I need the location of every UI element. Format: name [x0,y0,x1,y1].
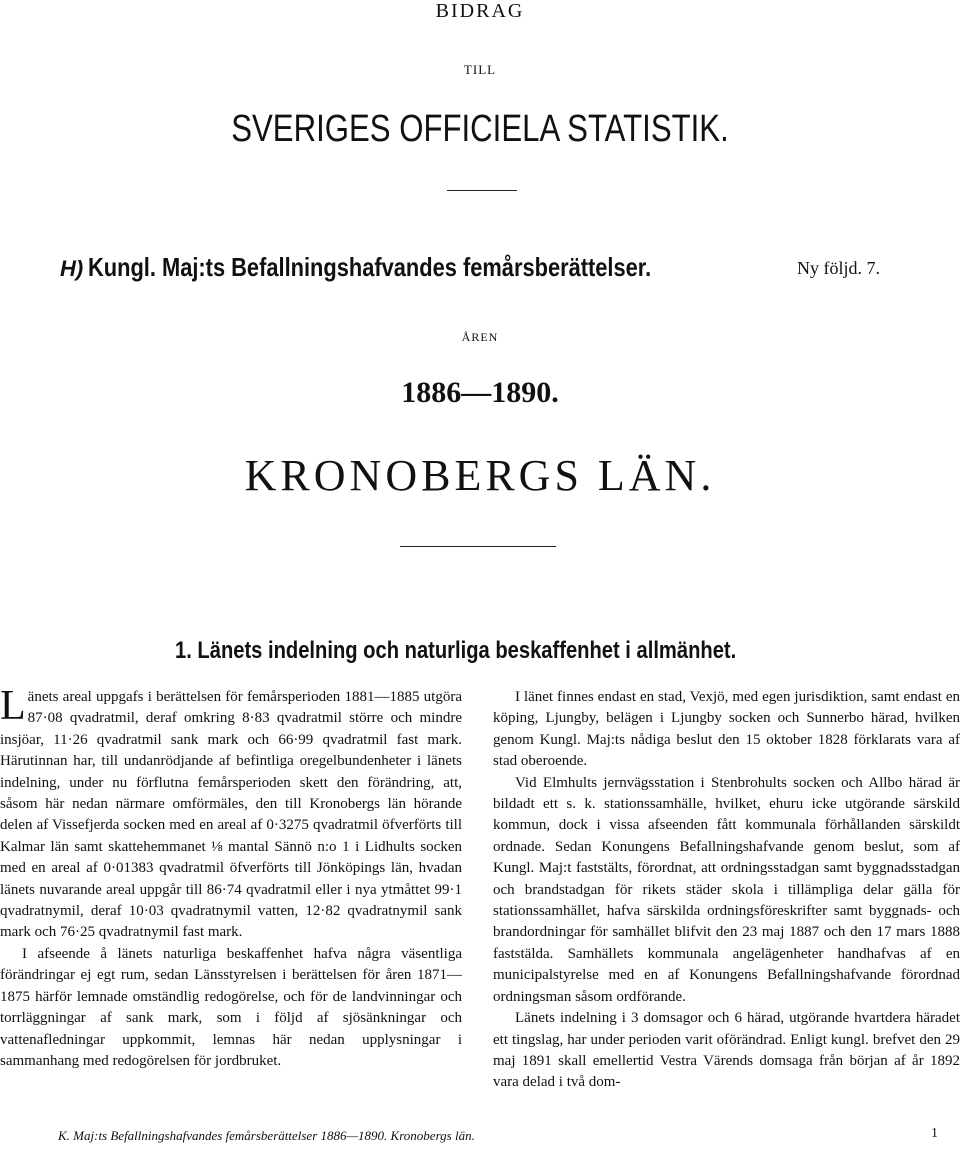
paragraph: Vid Elmhults jernvägsstation i Stenbrohults socken och Allbo härad är bildadt ett s. k. stationssamhälle, hvilket, ehuru icke utgörande särskild kommun, dock i vissa afseenden fått kommunala förhållanden särskildt ordnade. Sedan Konungens Befallningshafvande genom beslut, som af Kungl. Maj:t faststälts, förordnat, att ordningsstadgan samt byggnadsstadgan och brandstadgan för rikets städer skola i tillämpliga delar gälla för stationssamhället, hafva särskilda ordningsföreskrifter samt byggnads- och brandordningar för samhället blifvit den 23 maj 1887 och den 17 mars 1888 faststälda. Samhällets kommunala angelägenheter handhafvas af en municipalstyrelse med en af Konungens Befallningshafvande förordnad ordningsman såsom ordförande. [493,774,960,1005]
page-number: 1 [931,1126,938,1141]
section-heading: 1. Länets indelning och naturliga beskaffenhet i allmänhet. [175,637,737,664]
left-column [0,683,462,1072]
header-till: TILL [463,62,497,77]
footer-text: K. Maj:ts Befallningshafvandes femårsberättelser 1886—1890. Kronobergs län. [58,1128,475,1143]
paragraph: I länet finnes endast en stad, Vexjö, med egen jurisdiktion, samt endast en köping, Ljungby, belägen i Ljungby socken och Sunnerbo härad, hvilken genom Kungl. Maj:ts nådiga beslut den 15 oktober 1828 förklarats vara af stad oberoende. [493,689,960,770]
series-number: Ny följd. 7. [797,258,880,278]
paragraph: I afseende å länets naturliga beskaffenhet hafva några väsentliga förändringar ej egt rum, sedan Länsstyrelsen i berättelsen för åren 1871—1875 härför lemnade omständlig redogörelse, och för de landvinningar och torrläggningar af sank mark, som i följd af sjösänkningar och vattenafledningar uppkommit, lemnas här nedan upplysningar i sammanhang med redogörelsen för jordbruket. [0,945,462,1069]
report-subtitle [60,252,930,283]
right-column [493,687,960,1094]
report-title: Kungl. Maj:ts Befallningshafvandes femårsberättelser. [87,252,651,282]
header-bidrag: BIDRAG [435,0,525,22]
divider-rule [400,546,556,547]
series-title: SVERIGES OFFICIELA STATISTIK. [231,108,729,150]
paragraph: Länets indelning i 3 domsagor och 6 härad, utgörande hvartdera häradet ett tingslag, har under perioden varit oförändrad. Enligt kungl. brefvet den 29 maj 1891 skall emellertid Vestra Värends domsaga från början af år 1892 vara delad i två dom- [493,1010,960,1091]
paragraph-text: änets areal uppgafs i berättelsen för femårsperioden 1881—1885 utgöra 87·08 qvadratmil, deraf omkring 8·83 qvadratmil större och mindre insjöar, 11·26 qvadratmil sank mark och 66·99 qvadratmil fast mark. Härutinnan har, till undanrödjande af befintliga oregelbundenheter i länets indelning, under nu förflutna femårsperioden skett den förändring, att, såsom här nedan närmare omförmäles, den till Kronobergs län hörande delen af Vissefjerda socken med en areal af 0·3275 qvadratmil öfverförts till Kalmar län samt skattehemmanet ⅛ mantal Sännö n:o 1 i Lidhults socken med en areal af 0·01383 qvadratmil öfverförts till Jönköpings län, hvadan länets nuvarande areal uppgår till 86·74 qvadratmil eller i nya ytmåttet 99·1 qvadratnymil, deraf 10·03 qvadratnymil vatten, 12·82 qvadratnymil sank mark och 76·25 qvadratnymil fast mark. [0,689,462,941]
divider-rule [447,190,517,191]
years-range: 1886—1890. [401,376,559,409]
series-letter: H) [60,256,84,281]
drop-cap: L [0,683,26,729]
page-footer [58,1128,938,1144]
years-label: ÅREN [461,330,499,344]
county-title: KRONOBERGS LÄN. [244,451,716,500]
paragraph [0,683,462,944]
